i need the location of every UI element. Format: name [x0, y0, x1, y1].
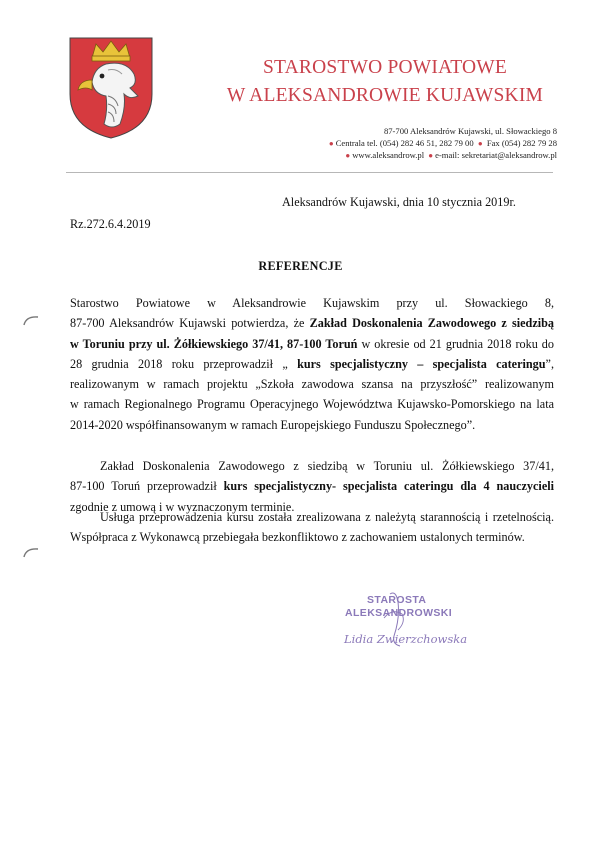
- hole-punch-mark-icon: [22, 314, 40, 326]
- reference-number: Rz.272.6.4.2019: [70, 217, 151, 231]
- header-divider: [66, 172, 553, 173]
- text-line: w Toruniu przy ul. Żółkiewskiego 37/41, 87-100 Toruń w okresie od 21 grudnia 2018 roku do: [70, 336, 554, 351]
- hole-punch-mark-icon: [22, 546, 40, 558]
- org-www-link[interactable]: www.aleksandrow.pl: [352, 150, 425, 160]
- text-line: Zakład Doskonalenia Zawodowego z siedzibą w Toruniu ul. Żółkiewskiego 37/41,: [100, 459, 554, 473]
- text-line: w ramach Regionalnego Programu Operacyjnego Województwa Kujawsko-Pomorskiego na lata: [70, 397, 554, 412]
- text-line: 87-700 Aleksandrów Kujawski potwierdza, że Zakład Doskonalenia Zawodowego z siedzibą: [70, 316, 554, 331]
- text-line: Usługa przeprowadzenia kursu została zrealizowana z należytą starannością i rzetelnością.: [100, 510, 554, 524]
- text-line: 2014-2020 współfinansowanym w ramach Europejskiego Funduszu Społecznego”.: [70, 417, 476, 432]
- coat-of-arms-eagle-icon: [68, 36, 154, 140]
- bullet-icon: ●: [328, 139, 334, 148]
- text-line: 28 grudnia 2018 roku przeprowadził „ kurs specjalistyczny – specjalista cateringu”,: [70, 356, 555, 371]
- org-email-link[interactable]: e-mail: sekretariat@aleksandrow.pl: [435, 150, 557, 160]
- company-address: w Toruniu przy ul. Żółkiewskiego 37/41, 87-100 Toruń: [70, 336, 358, 351]
- course-details: kurs specjalistyczny- specjalista cateringu dla 4 nauczycieli: [223, 479, 554, 494]
- paragraph-3: [70, 507, 554, 548]
- letter-title: REFERENCJE: [258, 259, 343, 273]
- paragraph-1: [70, 293, 554, 435]
- bullet-icon: ●: [477, 139, 483, 148]
- course-name: kurs specjalistyczny – specjalista cateringu: [297, 356, 546, 371]
- stamp-office: ALEKSANDROWSKI: [345, 607, 453, 619]
- text-line: Starostwo Powiatowe w Aleksandrowie Kujawskim przy ul. Słowackiego 8,: [70, 296, 554, 310]
- signature-name: Lidia Zwierzchowska: [344, 632, 468, 646]
- org-name-line1: STAROSTWO POWIATOWE: [263, 57, 507, 78]
- org-fax: Fax (054) 282 79 28: [486, 138, 557, 148]
- text-line: Współpraca z Wykonawcą przebiegała bezkonfliktowo z zachowaniem ustalonych terminów.: [70, 530, 525, 545]
- text-line: realizowanym w ramach projektu „Szkoła zawodowa szansa na przyszłość” realizowanym: [70, 377, 554, 392]
- org-address: 87-700 Aleksandrów Kujawski, ul. Słowackiego 8: [383, 126, 557, 136]
- org-phone-fax: [327, 139, 557, 148]
- text-line: zgodnie z umową i w wyznaczonym terminie.: [70, 499, 295, 514]
- stamp-title: STAROSTA: [367, 594, 427, 606]
- bullet-icon: ●: [345, 151, 351, 160]
- bullet-icon: ●: [428, 151, 434, 160]
- text-line: 87-100 Toruń przeprowadził kurs specjalistyczny- specjalista cateringu dla 4 nauczycieli: [70, 479, 554, 494]
- letter-date: Aleksandrów Kujawski, dnia 10 stycznia 2019r.: [282, 195, 516, 209]
- org-phone: Centrala tel. (054) 282 46 51, 282 79 00: [335, 138, 474, 148]
- company-name: Zakład Doskonalenia Zawodowego z siedzibą: [309, 316, 554, 331]
- org-web: [343, 151, 557, 160]
- org-name-line2: W ALEKSANDROWIE KUJAWSKIM: [226, 85, 544, 106]
